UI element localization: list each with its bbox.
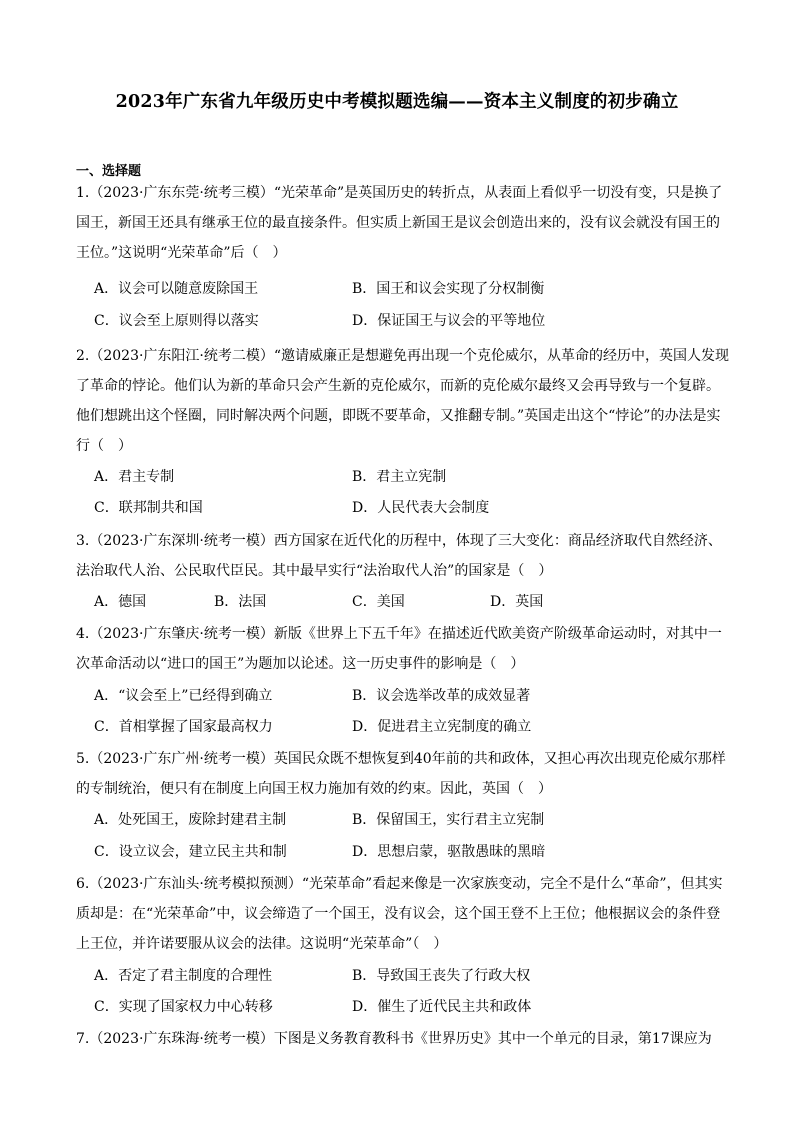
question-3-option-d: D．英国: [490, 594, 544, 610]
question-6-line-2: 质却是：在“光荣革命”中，议会缔造了一个国王，没有议会，这个国王登不上王位；他根据议会的条件登: [76, 906, 721, 922]
question-5-line-1: 5.（2023·广东广州·统考一模）英国民众既不想恢复到40年前的共和政体，又担心再次出现克伦威尔那样: [76, 751, 726, 767]
question-5-option-d: D．思想启蒙，驱散愚昧的黑暗: [352, 844, 546, 860]
question-2-option-c: C．联邦制共和国: [94, 500, 203, 516]
question-2-line-4: 行（ ）: [76, 438, 132, 454]
question-6-option-c: C．实现了国家权力中心转移: [94, 999, 273, 1015]
question-4-option-b: B．议会选举改革的成效显著: [352, 688, 531, 704]
question-5-option-c: C．设立议会，建立民主共和制: [94, 844, 287, 860]
question-7-line-1: 7.（2023·广东珠海·统考一模）下图是义务教育教科书《世界历史》其中一个单元的目录，第17课应为: [76, 1031, 712, 1047]
question-3-line-2: 法治取代人治、公民取代臣民。其中最早实行“法治取代人治”的国家是（ ）: [76, 563, 553, 579]
question-6-line-1: 6.（2023·广东汕头·统考模拟预测）“光荣革命”看起来像是一次家族变动，完全不是什么“革命”，但其实: [76, 876, 723, 892]
question-1-option-d: D．保证国王与议会的平等地位: [352, 313, 546, 329]
question-1-line-2: 国王，新国王还具有继承王位的最直接条件。但实质上新国王是议会创造出来的，没有议会就没有国王的: [76, 215, 720, 231]
question-2-option-d: D．人民代表大会制度: [352, 500, 490, 516]
question-6-option-a: A．否定了君主制度的合理性: [94, 968, 273, 984]
question-2-line-3: 他们想跳出这个怪圈，同时解决两个问题，即既不要革命，又推翻专制。”英国走出这个“悖论”的办法是实: [76, 408, 721, 424]
question-2-option-b: B．君主立宪制: [352, 469, 447, 485]
question-5-line-2: 的专制统治，便只有在制度上向国王权力施加有效的约束。因此，英国（ ）: [76, 781, 552, 797]
section-heading: 一、选择题: [76, 164, 142, 179]
question-3-line-1: 3.（2023·广东深圳·统考一模）西方国家在近代化的历程中，体现了三大变化：商品经济取代自然经济、: [76, 533, 722, 549]
question-1-line-1: 1.（2023·广东东莞·统考三模）“光荣革命”是英国历史的转折点，从表面上看似乎一切没有变，只是换了: [76, 185, 723, 201]
question-4-line-2: 次革命活动以“进口的国王”为题加以论述。这一历史事件的影响是（ ）: [76, 656, 525, 672]
question-1-option-a: A．议会可以随意废除国王: [94, 281, 259, 297]
question-3-option-a: A．德国: [94, 594, 147, 610]
question-4-option-a: A．“议会至上”已经得到确立: [94, 688, 273, 704]
question-1-option-b: B．国王和议会实现了分权制衡: [352, 281, 545, 297]
question-1-option-c: C．议会至上原则得以落实: [94, 313, 259, 329]
question-4-option-c: C．首相掌握了国家最高权力: [94, 719, 273, 735]
question-3-option-c: C．美国: [352, 594, 405, 610]
question-2-line-2: 了革命的悖论。他们认为新的革命只会产生新的克伦威尔，而新的克伦威尔最终又会再导致与一个复辟。: [76, 378, 720, 394]
question-6-option-b: B．导致国王丧失了行政大权: [352, 968, 531, 984]
question-6-line-3: 上王位，并许诺要服从议会的法律。这说明“光荣革命”（ ）: [76, 936, 448, 952]
question-4-line-1: 4.（2023·广东肇庆·统考一模）新版《世界上下五千年》在描述近代欧美资产阶级革命运动时，对其中一: [76, 626, 722, 642]
page-title: 2023年广东省九年级历史中考模拟题选编——资本主义制度的初步确立: [115, 92, 679, 112]
question-4-option-d: D．促进君主立宪制度的确立: [352, 719, 532, 735]
question-2-line-1: 2.（2023·广东阳江·统考二模）“邀请威廉正是想避免再出现一个克伦威尔，从革命的经历中，英国人发现: [76, 348, 730, 364]
question-5-option-b: B．保留国王，实行君主立宪制: [352, 812, 545, 828]
question-5-option-a: A．处死国王，废除封建君主制: [94, 812, 287, 828]
question-1-line-3: 王位。”这说明“光荣革命”后（ ）: [76, 245, 287, 261]
question-6-option-d: D．催生了近代民主共和政体: [352, 999, 532, 1015]
question-3-option-b: B．法国: [214, 594, 267, 610]
question-2-option-a: A．君主专制: [94, 469, 175, 485]
